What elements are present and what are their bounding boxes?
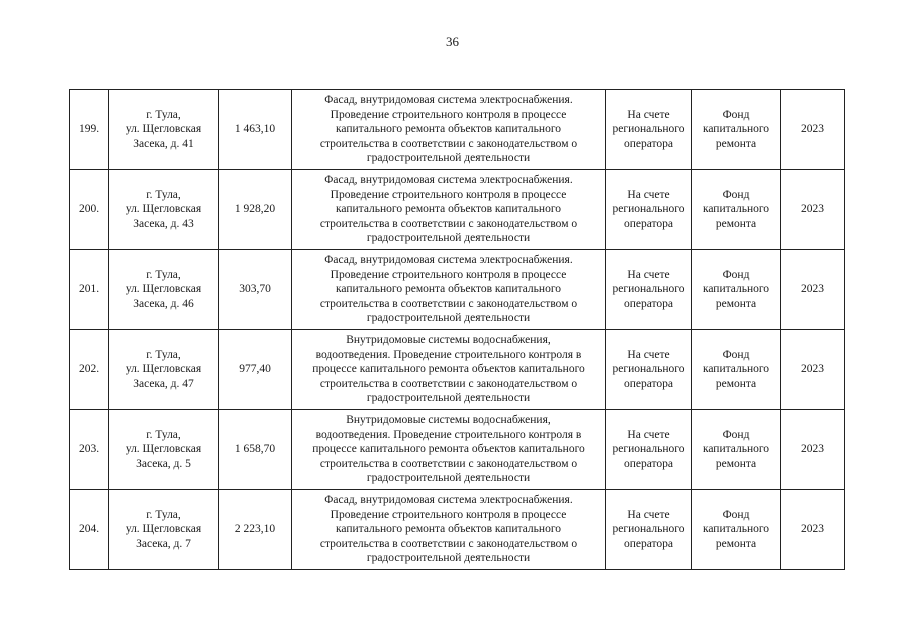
works-line: строительства в соответствии с законодательством о bbox=[319, 137, 578, 150]
works-line: процессе капитального ремонта объектов капитального bbox=[312, 363, 585, 376]
table-row bbox=[70, 250, 845, 330]
account-line: оператора bbox=[623, 137, 674, 150]
works-description-cell bbox=[292, 170, 606, 250]
works-line: строительства в соответствии с законодательством о bbox=[319, 377, 578, 390]
works-line: Фасад, внутридомовая система электроснабжения. bbox=[324, 254, 573, 267]
works-line: капитального ремонта объектов капитального bbox=[335, 523, 561, 536]
capital-repair-table bbox=[69, 89, 845, 570]
fund-line: ремонта bbox=[715, 537, 757, 550]
works-line: градостроительной деятельности bbox=[366, 232, 531, 245]
address-line: ул. Щегловская bbox=[125, 443, 202, 456]
works-line: Фасад, внутридомовая система электроснабжения. bbox=[324, 494, 573, 507]
table-row bbox=[70, 330, 845, 410]
works-line: строительства в соответствии с законодательством о bbox=[319, 217, 578, 230]
address-line: г. Тула, bbox=[146, 188, 181, 201]
account-line: На счете bbox=[627, 108, 670, 121]
fund-line: ремонта bbox=[715, 137, 757, 150]
table-row bbox=[70, 90, 845, 170]
address-line: ул. Щегловская bbox=[125, 283, 202, 296]
account-line: оператора bbox=[623, 297, 674, 310]
year-cell: 2023 bbox=[781, 490, 845, 570]
year-cell: 2023 bbox=[781, 330, 845, 410]
area-cell: 1 658,70 bbox=[219, 410, 292, 490]
address-line: Засека, д. 41 bbox=[133, 137, 194, 150]
account-line: На счете bbox=[627, 348, 670, 361]
fund-line: капитального bbox=[702, 283, 770, 296]
year-cell: 2023 bbox=[781, 410, 845, 490]
fund-line: капитального bbox=[702, 123, 770, 136]
address-line: Засека, д. 46 bbox=[133, 297, 194, 310]
address-line: Засека, д. 5 bbox=[136, 457, 191, 470]
works-description-cell bbox=[292, 410, 606, 490]
address-cell bbox=[109, 330, 219, 410]
area-cell: 303,70 bbox=[219, 250, 292, 330]
works-description-cell bbox=[292, 490, 606, 570]
row-index-cell: 203. bbox=[70, 410, 109, 490]
area-cell: 2 223,10 bbox=[219, 490, 292, 570]
account-line: регионального bbox=[612, 363, 685, 376]
fund-line: ремонта bbox=[715, 457, 757, 470]
address-line: ул. Щегловская bbox=[125, 203, 202, 216]
works-line: Фасад, внутридомовая система электроснабжения. bbox=[324, 94, 573, 107]
fund-cell bbox=[692, 170, 781, 250]
account-line: регионального bbox=[612, 523, 685, 536]
account-line: На счете bbox=[627, 268, 670, 281]
fund-line: капитального bbox=[702, 203, 770, 216]
fund-cell bbox=[692, 250, 781, 330]
row-index-cell: 204. bbox=[70, 490, 109, 570]
account-cell bbox=[606, 410, 692, 490]
area-cell: 977,40 bbox=[219, 330, 292, 410]
fund-cell bbox=[692, 410, 781, 490]
table-row bbox=[70, 170, 845, 250]
row-index-cell: 201. bbox=[70, 250, 109, 330]
address-cell bbox=[109, 410, 219, 490]
address-line: Засека, д. 43 bbox=[133, 217, 194, 230]
account-cell bbox=[606, 330, 692, 410]
works-line: водоотведения. Проведение строительного контроля в bbox=[315, 348, 582, 361]
address-line: г. Тула, bbox=[146, 348, 181, 361]
address-line: г. Тула, bbox=[146, 268, 181, 281]
fund-cell bbox=[692, 330, 781, 410]
area-cell: 1 928,20 bbox=[219, 170, 292, 250]
works-line: градостроительной деятельности bbox=[366, 472, 531, 485]
fund-line: капитального bbox=[702, 523, 770, 536]
address-line: ул. Щегловская bbox=[125, 123, 202, 136]
address-line: ул. Щегловская bbox=[125, 363, 202, 376]
account-line: оператора bbox=[623, 377, 674, 390]
address-line: Засека, д. 47 bbox=[133, 377, 194, 390]
fund-cell bbox=[692, 490, 781, 570]
works-line: Проведение строительного контроля в процессе bbox=[330, 268, 567, 281]
address-line: Засека, д. 7 bbox=[136, 537, 191, 550]
works-line: капитального ремонта объектов капитального bbox=[335, 203, 561, 216]
works-description-cell bbox=[292, 90, 606, 170]
works-description-cell bbox=[292, 330, 606, 410]
fund-line: Фонд bbox=[722, 268, 750, 281]
year-cell: 2023 bbox=[781, 250, 845, 330]
fund-line: Фонд bbox=[722, 508, 750, 521]
year-cell: 2023 bbox=[781, 170, 845, 250]
works-line: Проведение строительного контроля в процессе bbox=[330, 508, 567, 521]
fund-line: ремонта bbox=[715, 297, 757, 310]
fund-line: Фонд bbox=[722, 188, 750, 201]
row-index-cell: 202. bbox=[70, 330, 109, 410]
works-line: Проведение строительного контроля в процессе bbox=[330, 108, 567, 121]
works-line: градостроительной деятельности bbox=[366, 552, 531, 565]
works-line: Фасад, внутридомовая система электроснабжения. bbox=[324, 174, 573, 187]
account-line: регионального bbox=[612, 283, 685, 296]
address-line: г. Тула, bbox=[146, 428, 181, 441]
table-body bbox=[70, 90, 845, 570]
address-cell bbox=[109, 170, 219, 250]
account-line: оператора bbox=[623, 217, 674, 230]
works-line: Внутридомовые системы водоснабжения, bbox=[346, 414, 551, 427]
page-number: 36 bbox=[446, 34, 459, 49]
address-line: ул. Щегловская bbox=[125, 523, 202, 536]
works-line: капитального ремонта объектов капитального bbox=[335, 283, 561, 296]
fund-line: Фонд bbox=[722, 428, 750, 441]
works-line: Внутридомовые системы водоснабжения, bbox=[346, 334, 551, 347]
works-description-cell bbox=[292, 250, 606, 330]
fund-cell bbox=[692, 90, 781, 170]
account-cell bbox=[606, 90, 692, 170]
fund-line: ремонта bbox=[715, 217, 757, 230]
row-index-cell: 199. bbox=[70, 90, 109, 170]
account-line: На счете bbox=[627, 188, 670, 201]
account-line: регионального bbox=[612, 203, 685, 216]
row-index-cell: 200. bbox=[70, 170, 109, 250]
table-row bbox=[70, 410, 845, 490]
fund-line: капитального bbox=[702, 363, 770, 376]
table-row bbox=[70, 490, 845, 570]
account-line: оператора bbox=[623, 537, 674, 550]
address-line: г. Тула, bbox=[146, 508, 181, 521]
address-line: г. Тула, bbox=[146, 108, 181, 121]
works-line: градостроительной деятельности bbox=[366, 312, 531, 325]
works-line: процессе капитального ремонта объектов капитального bbox=[312, 443, 585, 456]
account-line: регионального bbox=[612, 123, 685, 136]
fund-line: Фонд bbox=[722, 108, 750, 121]
fund-line: капитального bbox=[702, 443, 770, 456]
works-line: капитального ремонта объектов капитального bbox=[335, 123, 561, 136]
account-line: На счете bbox=[627, 508, 670, 521]
fund-line: ремонта bbox=[715, 377, 757, 390]
works-line: градостроительной деятельности bbox=[366, 392, 531, 405]
address-cell bbox=[109, 490, 219, 570]
account-line: На счете bbox=[627, 428, 670, 441]
account-cell bbox=[606, 170, 692, 250]
works-line: градостроительной деятельности bbox=[366, 152, 531, 165]
account-cell bbox=[606, 250, 692, 330]
works-line: водоотведения. Проведение строительного контроля в bbox=[315, 428, 582, 441]
area-cell: 1 463,10 bbox=[219, 90, 292, 170]
works-line: строительства в соответствии с законодательством о bbox=[319, 537, 578, 550]
account-line: регионального bbox=[612, 443, 685, 456]
works-line: строительства в соответствии с законодательством о bbox=[319, 457, 578, 470]
year-cell: 2023 bbox=[781, 90, 845, 170]
account-line: оператора bbox=[623, 457, 674, 470]
address-cell bbox=[109, 90, 219, 170]
address-cell bbox=[109, 250, 219, 330]
works-line: Проведение строительного контроля в процессе bbox=[330, 188, 567, 201]
works-line: строительства в соответствии с законодательством о bbox=[319, 297, 578, 310]
account-cell bbox=[606, 490, 692, 570]
fund-line: Фонд bbox=[722, 348, 750, 361]
